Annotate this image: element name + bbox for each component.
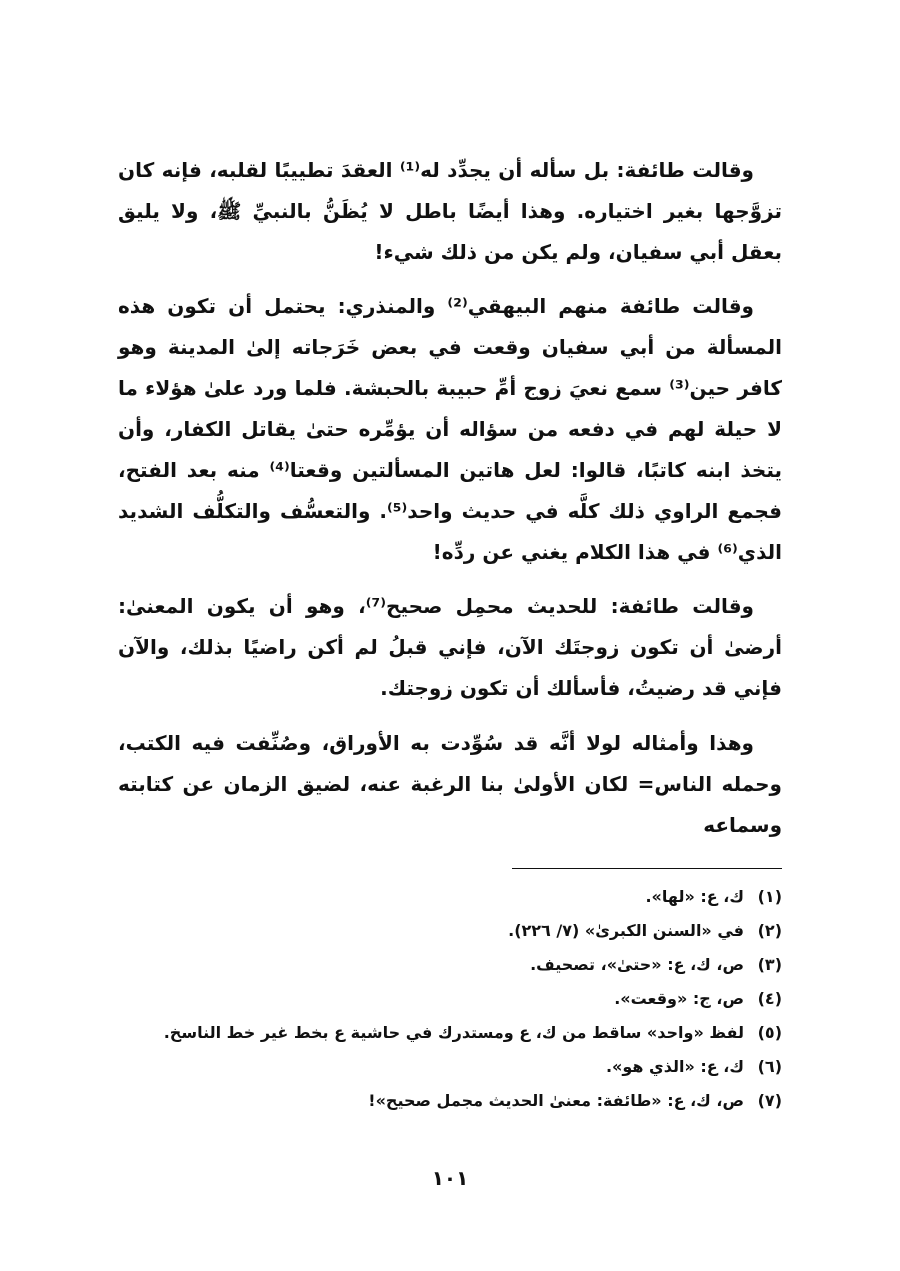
paragraph-1: وقالت طائفة: بل سأله أن يجدِّد له⁽¹⁾ العقدَ تطييبًا لقلبه، فإنه كان تزوَّجها بغير اختياره. وهذا أيضًا باطل لا يُظَنُّ بالنبيِّ ﷺ، ولا يليق بعقل أبي سفيان، ولم يكن من ذلك شيء!: [118, 158, 782, 264]
footnote-1: [118, 880, 782, 914]
footnote-number: (١): [757, 887, 782, 906]
footnote-number: (٣): [757, 955, 782, 974]
footnote-text: لفظ «واحد» ساقط من ك، ع ومستدرك في حاشية ع بخط غير خط الناسخ.: [163, 1023, 744, 1042]
paragraph-3: وقالت طائفة: للحديث محمِل صحيح⁽⁷⁾، وهو أن يكون المعنىٰ: أرضىٰ أن تكون زوجتَك الآن، فإني قبلُ لم أكن راضيًا بذلك، والآن فإني قد رضيتُ، فأسألك أن تكون زوجتك.: [118, 594, 782, 700]
paragraph-4: وهذا وأمثاله لولا أنَّه قد سُوِّدت به الأوراق، وصُنِّفت فيه الكتب، وحمله الناس= لكان الأولىٰ بنا الرغبة عنه، لضيق الزمان عن كتابته وسماعه: [118, 731, 782, 837]
page-number: ١٠١: [431, 1166, 469, 1190]
main-text: [118, 150, 782, 864]
footnote-number: (٧): [757, 1091, 782, 1110]
footnote-text: ك، ع: «الذي هو».: [605, 1057, 744, 1076]
footnote-6: [118, 1050, 782, 1084]
paragraph-2: وقالت طائفة منهم البيهقي⁽²⁾ والمنذري: يحتمل أن تكون هذه المسألة من أبي سفيان وقعت في بعض خَرَجاته إلىٰ المدينة وهو كافر حين⁽³⁾ سمع نعيَ زوج أمِّ حبيبة بالحبشة. فلما ورد علىٰ هؤلاء ما لا حيلة لهم في دفعه من سؤاله أن يؤمِّره حتىٰ يقاتل الكفار، وأن يتخذ ابنه كاتبًا، قالوا: لعل هاتين المسألتين وقعتا⁽⁴⁾ منه بعد الفتح، فجمع الراوي ذلك كلَّه في حديث واحد⁽⁵⁾. والتعسُّف والتكلُّف الشديد الذي⁽⁶⁾ في هذا الكلام يغني عن ردِّه!: [118, 294, 782, 564]
footnote-number: (٤): [757, 989, 782, 1008]
footnote-text: في «السنن الكبرىٰ» (٧/ ٢٢٦).: [508, 921, 744, 940]
footnote-number: (٢): [757, 921, 782, 940]
footnote-text: ص، ك، ع: «طائفة: معنىٰ الحديث مجمل صحيح»!: [368, 1091, 744, 1110]
footnotes: [118, 880, 782, 1118]
footnote-3: [118, 948, 782, 982]
footnote-number: (٦): [757, 1057, 782, 1076]
footnote-separator: [512, 868, 782, 869]
footnote-text: ك، ع: «لها».: [645, 887, 744, 906]
footnote-text: ص، ج: «وقعت».: [614, 989, 744, 1008]
footnote-5: [118, 1016, 782, 1050]
footnote-2: [118, 914, 782, 948]
footnote-number: (٥): [757, 1023, 782, 1042]
footnote-7: [118, 1084, 782, 1118]
footnote-text: ص، ك، ع: «حتىٰ»، تصحيف.: [530, 955, 744, 974]
footnote-4: [118, 982, 782, 1016]
